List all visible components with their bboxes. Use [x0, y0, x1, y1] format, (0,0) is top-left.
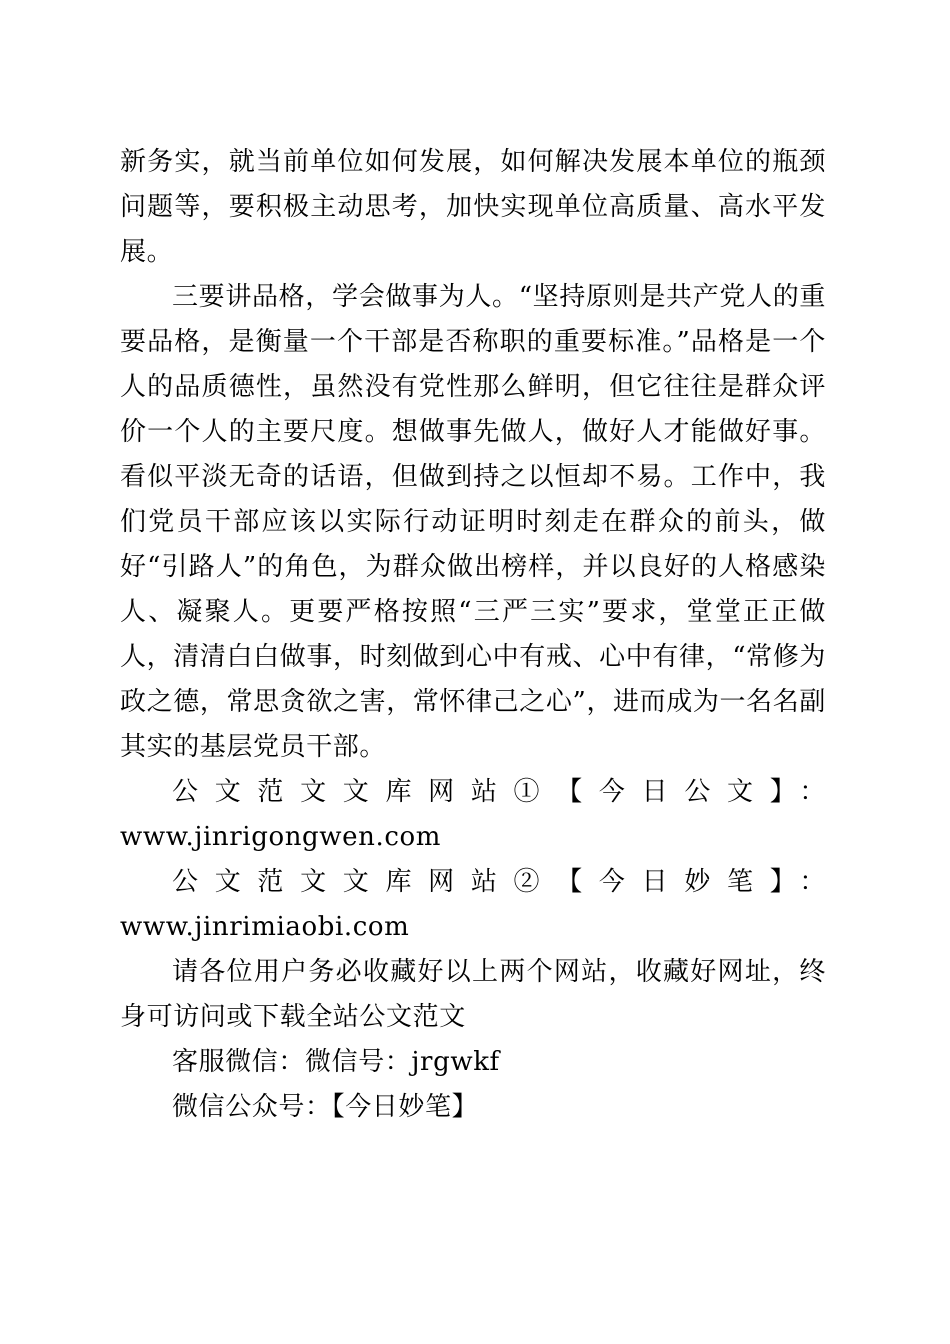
- paragraph-character: 三要讲品格，学会做事为人。“坚持原则是共产党人的重要品格，是衡量一个干部是否称职的重要标准。”品格是一个人的品质德性，虽然没有党性那么鲜明，但它往往是群众评价一个人的主要尺度。想做事先做人，做好人才能做好事。看似平淡无奇的话语，但做到持之以恒却不易。工作中，我们党员干部应该以实际行动证明时刻走在群众的前头，做好“引路人”的角色，为群众做出榜样，并以良好的人格感染人、凝聚人。更要严格按照“三严三实”要求，堂堂正正做人，清清白白做事，时刻做到心中有戒、心中有律，“常修为政之德，常思贪欲之害，常怀律己之心”，进而成为一名名副其实的基层党员干部。: [120, 282, 826, 762]
- footer-site1-url: www.jinrigongwen.com: [120, 822, 442, 852]
- footer-site2-line: 公文范文文库网站②【今日妙笔】：www.jinrimiaobi.com: [120, 867, 826, 942]
- footer-service-wechat: 客服微信：微信号：jrgwkf: [172, 1047, 500, 1077]
- footer-site1-label: 公文范文文库网站①【今日公文】：: [172, 777, 826, 807]
- footer-notice: 请各位用户务必收藏好以上两个网站，收藏好网址，终身可访问或下载全站公文范文: [120, 957, 826, 1032]
- paragraph-continued: 新务实，就当前单位如何发展，如何解决发展本单位的瓶颈问题等，要积极主动思考，加快实现单位高质量、高水平发展。: [120, 147, 826, 267]
- footer-official-account: 微信公众号：【今日妙笔】: [172, 1092, 479, 1122]
- document-body: [120, 140, 826, 1130]
